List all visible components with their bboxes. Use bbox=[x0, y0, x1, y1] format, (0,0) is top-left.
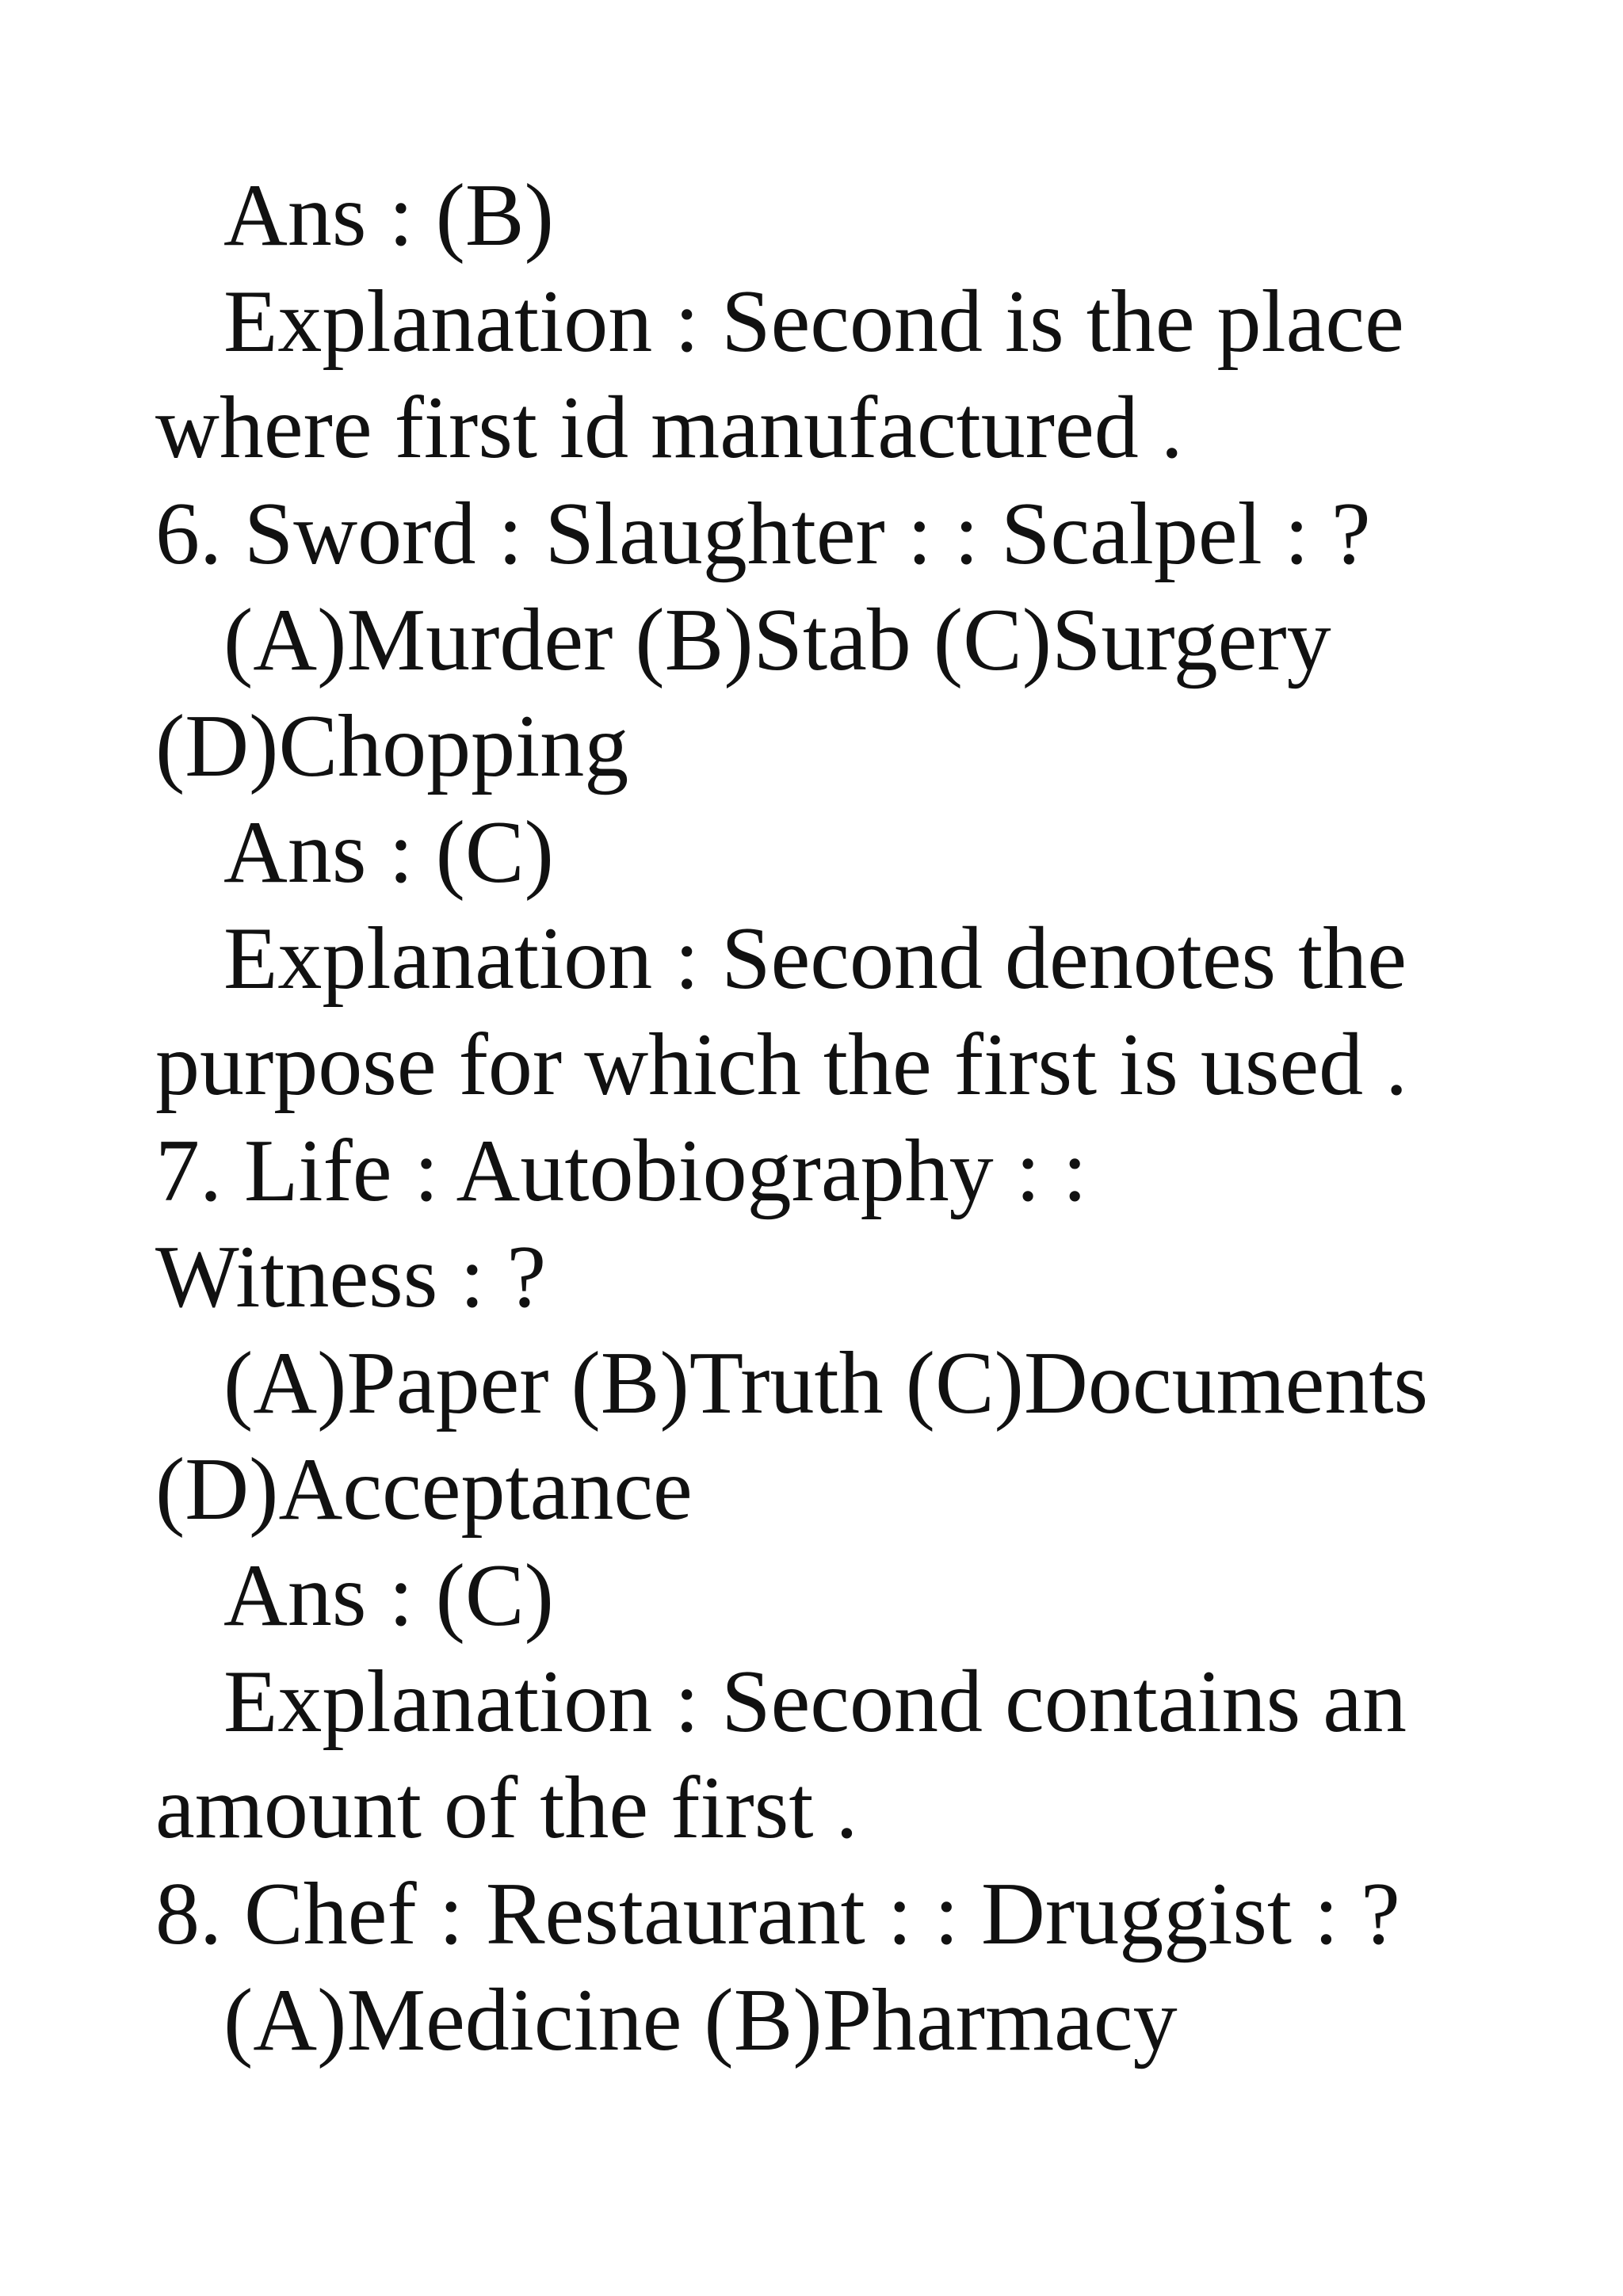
question-7: 7. Life : Autobiography : : bbox=[155, 1122, 1087, 1220]
question-6-options-continuation: (D)Chopping bbox=[155, 697, 629, 795]
answer-line: Ans : (B) bbox=[223, 166, 554, 265]
question-6-explanation-continuation: purpose for which the first is used . bbox=[155, 1016, 1408, 1114]
question-7-explanation-continuation: amount of the first . bbox=[155, 1759, 858, 1857]
question-7-answer: Ans : (C) bbox=[223, 1547, 554, 1645]
question-6-options: (A)Murder (B)Stab (C)Surgery bbox=[223, 591, 1331, 689]
question-6-explanation: Explanation : Second denotes the bbox=[223, 910, 1407, 1008]
document-text bbox=[155, 162, 1518, 2073]
question-8-options: (A)Medicine (B)Pharmacy bbox=[223, 1971, 1178, 2069]
question-6-answer: Ans : (C) bbox=[223, 803, 554, 902]
question-6: 6. Sword : Slaughter : : Scalpel : ? bbox=[155, 485, 1371, 583]
question-7-options-continuation: (D)Acceptance bbox=[155, 1440, 693, 1539]
explanation-line: Explanation : Second is the place bbox=[223, 273, 1404, 371]
question-7-explanation: Explanation : Second contains an bbox=[223, 1653, 1407, 1751]
explanation-continuation: where first id manufactured . bbox=[155, 379, 1183, 477]
question-7-options: (A)Paper (B)Truth (C)Documents bbox=[223, 1334, 1429, 1432]
question-7-continuation: Witness : ? bbox=[155, 1228, 547, 1326]
question-8: 8. Chef : Restaurant : : Druggist : ? bbox=[155, 1865, 1400, 1963]
